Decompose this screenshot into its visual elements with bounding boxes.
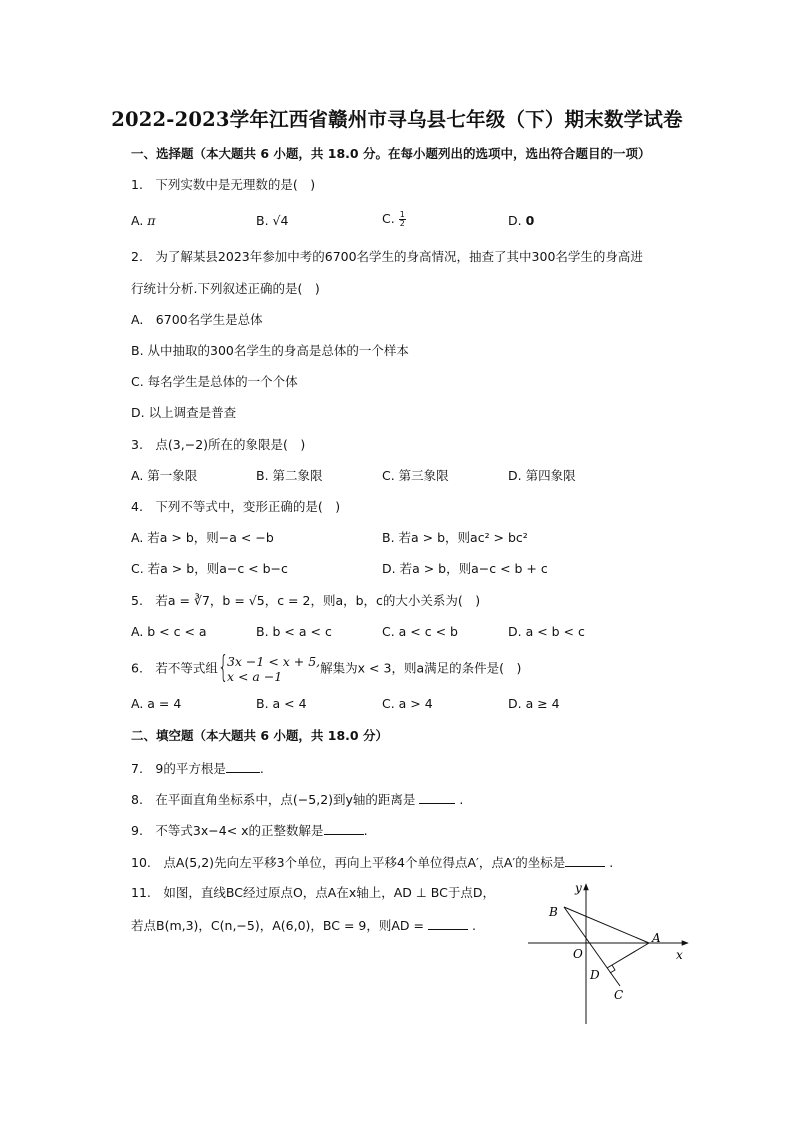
option-label: A. (131, 213, 144, 228)
question-3-stem: 3. 点(3,−2)所在的象限是( ) (131, 437, 306, 452)
question-1-stem: 1. 下列实数中是无理数的是( ) (131, 177, 316, 192)
question-1-option-b (256, 213, 288, 229)
option-value: √4 (272, 213, 289, 228)
question-2-stem-line2: 行统计分析.下列叙述正确的是( ) (131, 281, 320, 296)
question-7 (131, 760, 264, 777)
question-10-text: 10. 点A(5,2)先向左平移3个单位，再向上平移4个单位得点A′，点A′的坐标是 (131, 855, 566, 870)
option-label: C. (382, 211, 395, 226)
option-label: D. (508, 213, 522, 228)
question-2-stem-line1: 2. 为了解某县2023年参加中考的6700名学生的身高情况，抽查了其中300名学生的身高进 (131, 249, 643, 264)
question-6-option-a: A. a = 4 (131, 696, 182, 711)
question-7-text: 7. 9的平方根是 (131, 761, 226, 776)
option-value: π (147, 213, 156, 228)
label-x: x (676, 948, 683, 962)
question-6-stem (131, 650, 522, 685)
label-o: O (573, 947, 583, 961)
question-6-stem-suffix: 解集为x < 3，则a满足的条件是( ) (320, 660, 522, 676)
question-6-option-b: B. a < 4 (256, 696, 307, 711)
question-6-stem-prefix: 6. 若不等式组 (131, 660, 218, 676)
question-5-option-d: D. a < b < c (508, 624, 585, 639)
fraction-denominator: 2 (399, 219, 405, 228)
question-2-option-b: B. 从中抽取的300名学生的身高是总体的一个样本 (131, 343, 409, 358)
section-heading-choice: 一、选择题（本大题共 6 小题，共 18.0 分。在每小题列出的选项中，选出符合题目的一项） (131, 146, 651, 161)
answer-blank[interactable] (419, 791, 455, 804)
question-1-option-c (382, 211, 406, 228)
question-4-option-c: C. 若a > b，则a−c < b−c (131, 561, 288, 576)
option-label: B. (256, 213, 269, 228)
question-9 (131, 822, 368, 839)
brace-symbol: { (217, 650, 229, 685)
question-2-option-a: A. 6700名学生是总体 (131, 312, 263, 327)
fraction (399, 211, 406, 228)
option-value: 0 (525, 213, 535, 228)
question-5-option-b: B. b < a < c (256, 624, 332, 639)
question-4-stem: 4. 下列不等式中，变形正确的是( ) (131, 499, 341, 514)
question-4-option-d: D. 若a > b，则a−c < b + c (382, 561, 548, 576)
label-a: A (652, 931, 661, 945)
question-5-option-c: C. a < c < b (382, 624, 458, 639)
question-8 (131, 791, 463, 808)
question-6-option-d: D. a ≥ 4 (508, 696, 560, 711)
question-11-end: . (467, 918, 476, 933)
question-6-option-c: C. a > 4 (382, 696, 433, 711)
question-8-text: 8. 在平面直角坐标系中，点(−5,2)到y轴的距离是 (131, 792, 420, 807)
geometry-figure (520, 878, 700, 1030)
question-4-option-a: A. 若a > b，则−a < −b (131, 530, 274, 545)
question-1-option-d (508, 213, 534, 229)
question-3-option-a: A. 第一象限 (131, 468, 198, 483)
question-10-end: . (605, 855, 614, 870)
question-9-end: . (363, 823, 368, 838)
question-11-line1: 11. 如图，直线BC经过原点O，点A在x轴上，AD ⊥ BC于点D， (131, 885, 495, 900)
label-d: D (590, 968, 600, 982)
question-8-end: . (455, 792, 464, 807)
question-11-text: 若点B(m,3)，C(n,−5)，A(6,0)，BC = 9，则AD = (131, 918, 428, 933)
question-4-option-b: B. 若a > b，则ac² > bc² (382, 530, 528, 545)
label-c: C (614, 988, 624, 1002)
inequality-system (217, 650, 321, 685)
question-3-option-b: B. 第二象限 (256, 468, 323, 483)
segment-ad (607, 943, 649, 968)
question-5-stem: 5. 若a = ∛7，b = √5，c = 2，则a，b，c的大小关系为( ) (131, 593, 481, 608)
question-2-option-c: C. 每名学生是总体的一个个体 (131, 374, 298, 389)
label-b: B (549, 905, 558, 919)
question-3-option-c: C. 第三象限 (382, 468, 449, 483)
page-title: 2022-2023学年江西省赣州市寻乌县七年级（下）期末数学试卷 (111, 108, 683, 131)
answer-blank[interactable] (226, 760, 260, 773)
label-y: y (575, 881, 582, 895)
question-2-option-d: D. 以上调查是普查 (131, 405, 237, 420)
question-1-option-a (131, 213, 156, 229)
inequality-row-1: 3x −1 < x + 5, (226, 654, 321, 669)
question-3-option-d: D. 第四象限 (508, 468, 576, 483)
question-7-end: . (259, 761, 264, 776)
fraction-numerator: 1 (399, 210, 405, 219)
answer-blank[interactable] (324, 822, 364, 835)
question-9-text: 9. 不等式3x−4< x的正整数解是 (131, 823, 324, 838)
section-heading-fill: 二、填空题（本大题共 6 小题，共 18.0 分） (131, 728, 388, 743)
answer-blank[interactable] (565, 854, 605, 867)
question-11-line2 (131, 917, 476, 934)
question-5-option-a: A. b < c < a (131, 624, 207, 639)
inequality-row-2: x < a −1 (226, 669, 283, 684)
question-10 (131, 854, 613, 871)
answer-blank[interactable] (428, 917, 468, 930)
